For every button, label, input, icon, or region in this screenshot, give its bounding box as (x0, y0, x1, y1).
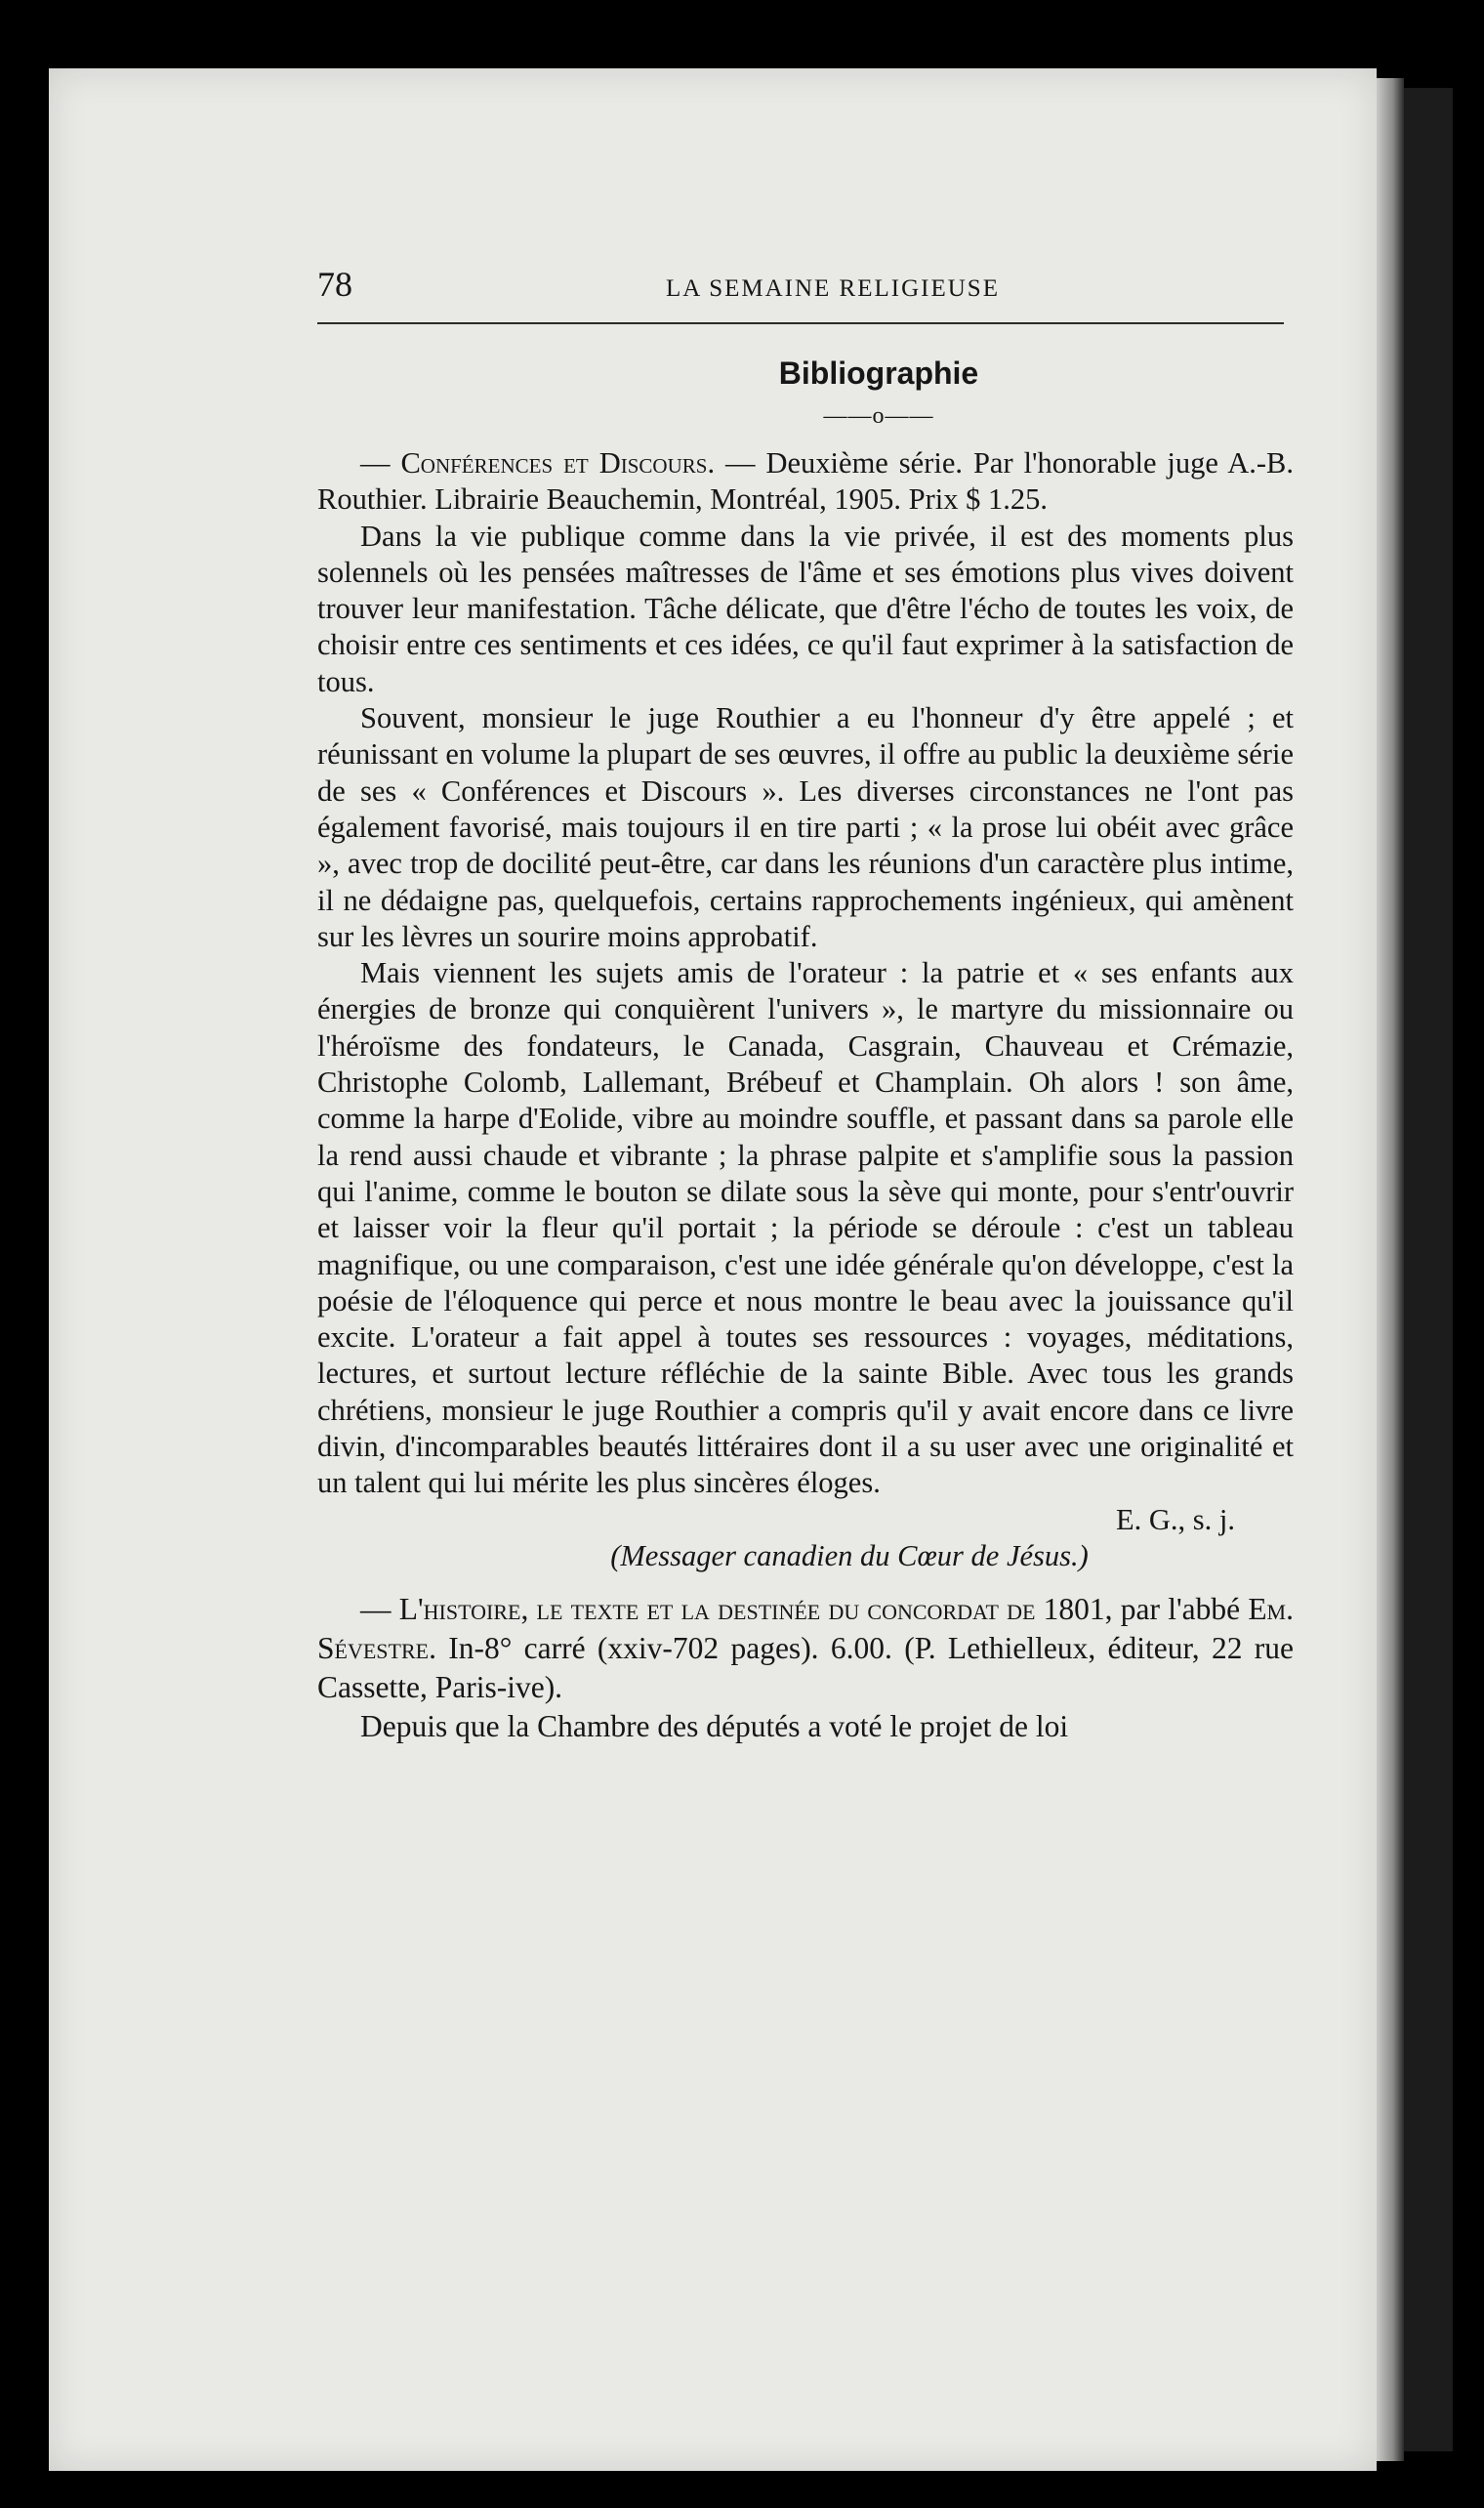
review-source: (Messager canadien du Cœur de Jésus.) (610, 1538, 1089, 1572)
paragraph: Depuis que la Chambre des députés a voté le projet de loi (360, 1709, 1069, 1744)
binding-margin (1404, 88, 1453, 2451)
paragraph: Dans la vie publique comme dans la vie privée, il est des moments plus solennels où les pensées maîtresses de l'âme et ses émotions plus vives doivent trouver leur manifestation. Tâche délicate, que d'être l'écho de toutes les voix, de choisir entre ces sentiments et ces idées, ce qu'il faut exprimer à la satisfaction de tous. (317, 519, 1294, 698)
entry-citation (317, 445, 1294, 519)
running-title: LA SEMAINE RELIGIEUSE (666, 275, 1000, 302)
entry-citation-end: . In-8° carré (xxiv-702 pages). 6.00. (P. Lethielleux, éditeur, 22 rue Cassette, Paris-ive). (317, 1631, 1294, 1705)
running-header (317, 264, 1294, 305)
entry-author: Em. Sévestre (317, 1592, 1294, 1666)
page-number: 78 (317, 265, 352, 304)
entry-heading: — Conférences et Discours. (360, 446, 716, 480)
paragraph: Souvent, monsieur le juge Routhier a eu l'honneur d'y être appelé ; et réunissant en volume la plupart de ses œuvres, il offre au public la deuxième série de ses « Conférences et Discours ». Les diverses circonstances ne l'ont pas également favorisé, mais toujours il en tire parti ; « la prose lui obéit avec grâce », avec trop de docilité peut-être, car dans les réunions d'un caractère plus intime, il ne dédaigne pas, quelquefois, certains rapprochements ingénieux, qui amènent sur les lèvres un sourire moins approbatif. (317, 701, 1294, 953)
review-signature: E. G., s. j. (1116, 1502, 1235, 1536)
section-title: Bibliographie (778, 355, 979, 391)
header-rule (317, 322, 1284, 324)
entry-heading: — L'histoire, le texte et la destinée du concordat de (360, 1592, 1036, 1627)
entry-conferences (317, 445, 1294, 1574)
entry-citation (317, 1590, 1294, 1707)
page-edge-shadow (1377, 78, 1404, 2461)
entry-citation-text: — Deuxième série. Par l'honorable juge A.-B. Routhier. Librairie Beauchemin, Montréal, 1905. Prix $ 1.25. (317, 446, 1294, 517)
entry-citation-start: 1801, par l'abbé (1035, 1592, 1249, 1627)
title-ornament: ——o—— (823, 403, 934, 429)
paragraph: Mais viennent les sujets amis de l'orateur : la patrie et « ses enfants aux énergies de bronze qui conquièrent l'univers », le martyre du missionnaire ou l'héroïsme des fondateurs, le Canada, Casgrain, Chauveau et Crémazie, Christophe Colomb, Lallemant, Brébeuf et Champlain. Oh alors ! son âme, comme la harpe d'Eolide, vibre au moindre souffle, et passant dans sa parole elle la rend aussi chaude et vibrante ; la phrase palpite et s'amplifie sous la passion qui l'anime, comme le bouton se dilate sous la sève qui monte, pour s'entr'ouvrir et laisser voir la fleur qu'il portait ; la période se déroule : c'est un tableau magnifique, ou une comparaison, c'est une idée générale qu'on développe, c'est la poésie de l'éloquence qui perce et nous montre le beau avec la jouissance qu'il excite. L'orateur a fait appel à toutes ses ressources : voyages, méditations, lectures, et surtout lecture réfléchie de la sainte Bible. Avec tous les grands chrétiens, monsieur le juge Routhier a compris qu'il y avait encore dans ce livre divin, d'incomparables beautés littéraires dont il a su user avec une originalité et un talent qui lui mérite les plus sincères éloges. (317, 956, 1294, 1500)
entry-concordat (317, 1590, 1294, 1746)
page-content (317, 264, 1294, 1746)
